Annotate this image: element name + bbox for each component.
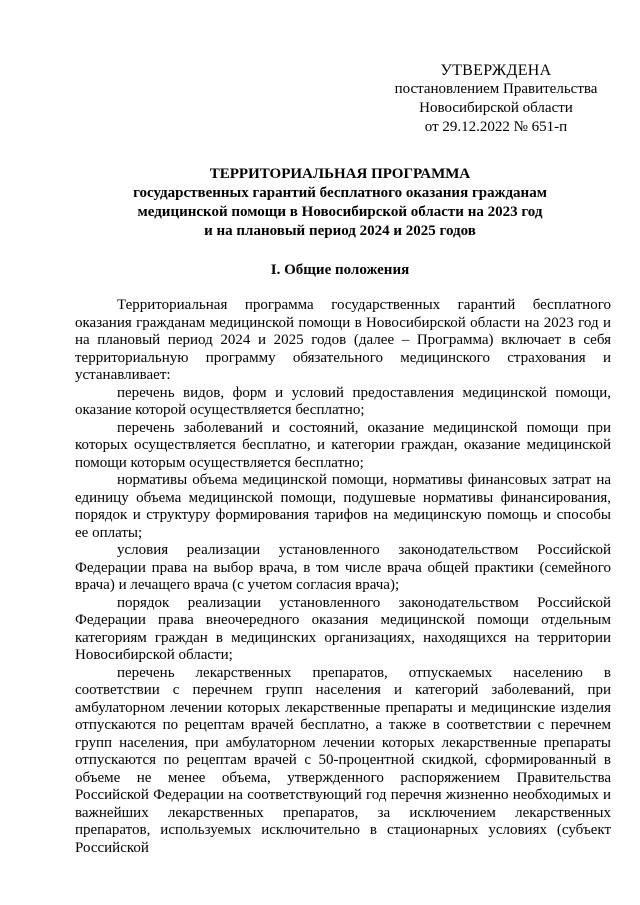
approval-region: Новосибирской области <box>419 100 573 116</box>
title-line-3: медицинской помощи в Новосибирской области на 2023 год <box>137 204 543 220</box>
title-line-1: ТЕРРИТОРИАЛЬНАЯ ПРОГРАММА <box>209 166 471 182</box>
title-line-4: и на плановый период 2024 и 2025 годов <box>204 223 476 239</box>
paragraph-list-item: порядок реализации установленного законодательством Российской Федерации права внеочередного оказания медицинской помощи отдельным категориям граждан в медицинских организациях, находящихся на территории Новосибирской области; <box>75 594 611 663</box>
paragraph-intro: Территориальная программа государственных гарантий бесплатного оказания гражданам медицинской помощи в Новосибирской области на 2023 год и на плановый период 2024 и 2025 годов (далее – Программа) включает в себя территориальную программу обязательного медицинского страхования и устанавливает: <box>75 297 611 383</box>
document-body <box>75 297 611 857</box>
section-heading: I. Общие положения <box>270 262 410 278</box>
paragraph-list-item: перечень лекарственных препаратов, отпускаемых населению в соответствии с перечнем групп населения и категорий заболеваний, при амбулаторном лечении которых лекарственные препараты и медицинские изделия отпускаются по рецептам врачей бесплатно, а также в соответствии с перечнем групп населения, при амбулаторном лечении которых лекарственные препараты отпускаются по рецептам врачей с 50-процентной скидкой, сформированный в объеме не менее объема, утвержденного распоряжением Правительства Российской Федерации на соответствующий год перечня жизненно необходимых и важнейших лекарственных препаратов, за исключением лекарственных препаратов, используемых исключительно в стационарных условиях (субъект Российской <box>75 664 611 856</box>
title-line-2: государственных гарантий бесплатного оказания гражданам <box>133 185 547 201</box>
approval-date-number: от 29.12.2022 № 651-п <box>424 119 568 135</box>
paragraph-list-item: условия реализации установленного законодательством Российской Федерации права на выбор врача, в том числе врача общей практики (семейного врача) и лечащего врача (с учетом согласия врача); <box>75 542 611 593</box>
approval-stamp-block <box>386 61 606 137</box>
paragraph-list-item: нормативы объема медицинской помощи, нормативы финансовых затрат на единицу объема медицинской помощи, подушевые нормативы финансирования, порядок и структуру формирования тарифов на медицинскую помощь и способы ее оплаты; <box>75 472 611 541</box>
document-title <box>60 165 620 241</box>
approval-stamp: УТВЕРЖДЕНА <box>440 62 552 79</box>
paragraph-list-item: перечень заболеваний и состояний, оказание медицинской помощи при которых осуществляется бесплатно, и категории граждан, оказание медицинской помощи которым осуществляется бесплатно; <box>75 419 611 471</box>
paragraph-list-item: перечень видов, форм и условий предоставления медицинской помощи, оказание которой осуществляется бесплатно; <box>75 384 611 418</box>
approval-authority: постановлением Правительства <box>394 81 598 97</box>
